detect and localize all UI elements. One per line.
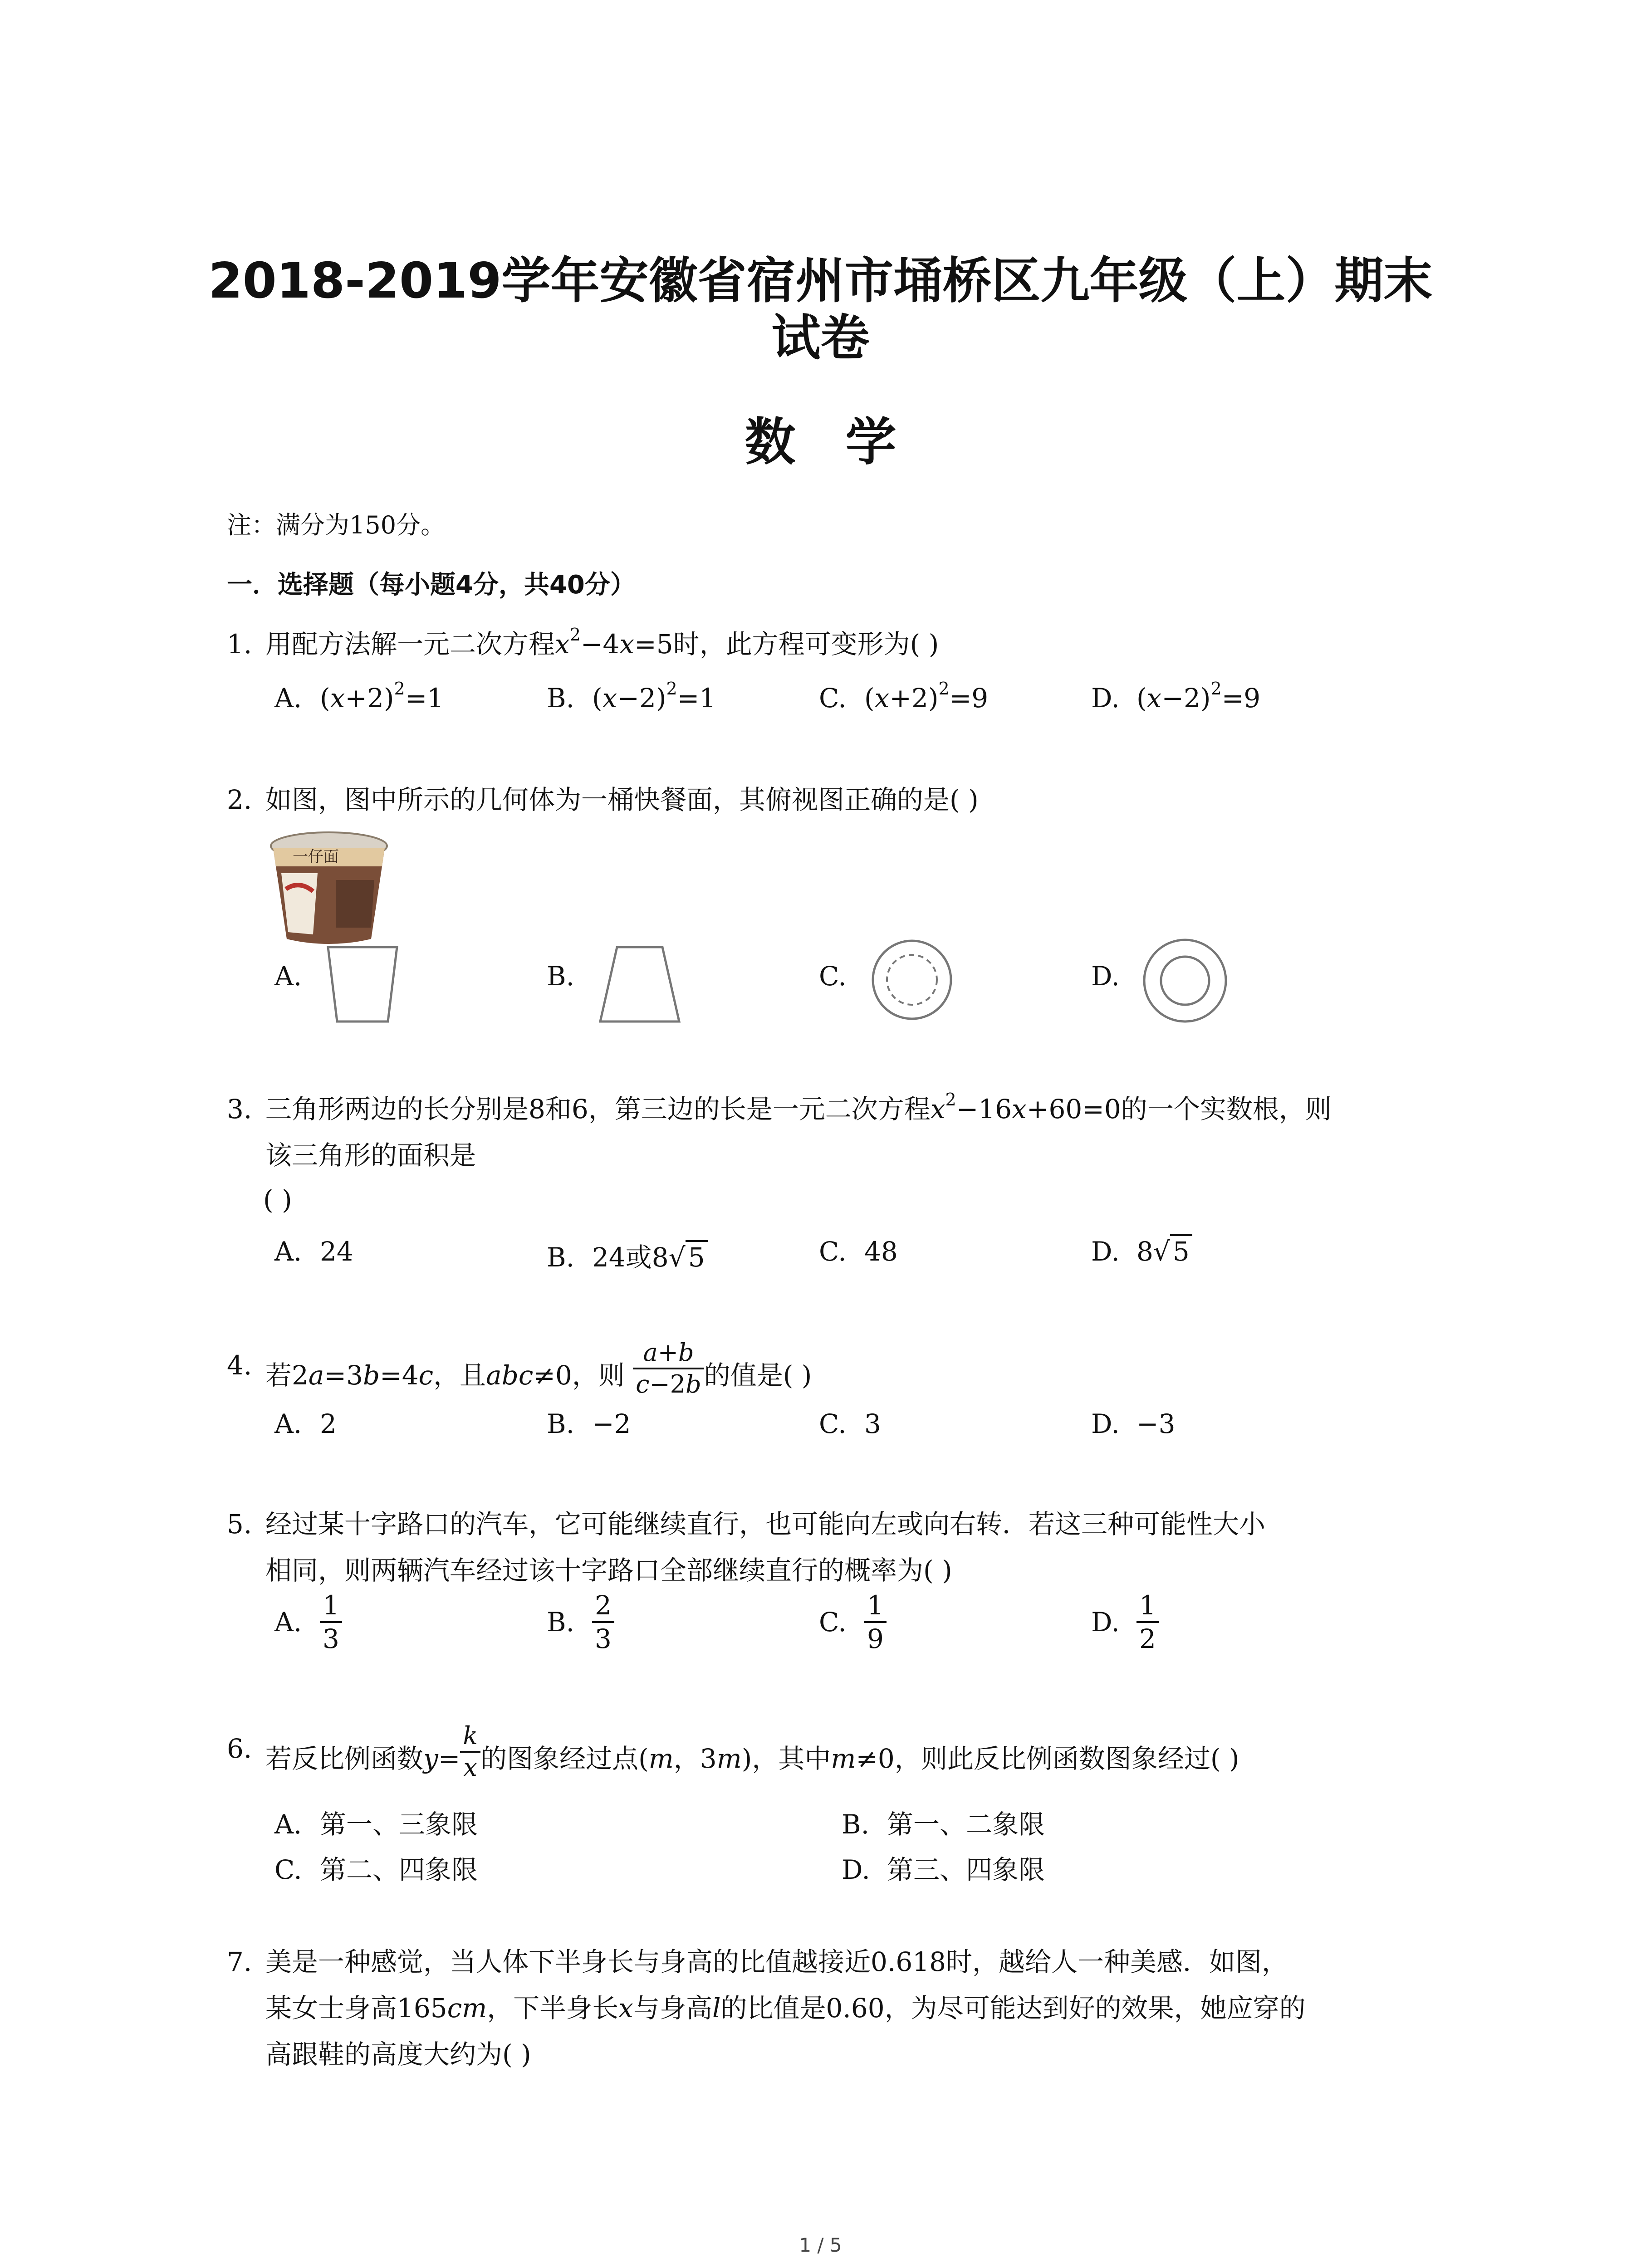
option-6c: C. 第二、四象限 xyxy=(274,1854,478,1885)
option-5a: A. $\frac{1}{3}$ xyxy=(274,1592,342,1652)
option-2b-trapezoid-upright xyxy=(597,943,683,1025)
question-stem-line2: 某女士身高165cm，下半身长x与身高l的比值是0.60，为尽可能达到好的效果，她应穿的 xyxy=(265,1993,1306,2024)
question-3 xyxy=(227,1090,1452,1215)
option-6d: D. 第三、四象限 xyxy=(842,1854,1045,1885)
question-stem: 如图，图中所示的几何体为一桶快餐面，其俯视图正确的是( ) xyxy=(265,784,979,815)
page-number: 1 / 5 xyxy=(799,2234,842,2256)
sqrt-symbol: √ 5 xyxy=(669,1242,708,1273)
question-2 xyxy=(227,784,1452,820)
option-6a: A. 第一、三象限 xyxy=(274,1809,478,1840)
option-3c: C. 48 xyxy=(819,1236,898,1267)
exam-title-line1: 2018-2019学年安徽省宿州市埇桥区九年级（上）期末 xyxy=(208,253,1433,309)
question-stem-line2: 相同，则两辆汽车经过该十字路口全部继续直行的概率为( ) xyxy=(265,1555,952,1586)
noodle-cup-image xyxy=(268,830,390,948)
option-1a: A. $(x+2)^2=1$ xyxy=(274,679,444,714)
option-2a: A. xyxy=(274,961,302,992)
subject-title: 数学 xyxy=(745,413,946,472)
option-4b: B. −2 xyxy=(547,1408,631,1439)
option-2c-circle-dashed xyxy=(869,937,955,1023)
option-3b: B. 24或8√ 5 xyxy=(547,1236,708,1274)
question-stem-line1: 经过某十字路口的汽车，它可能继续直行，也可能向左或向右转．若这三种可能性大小 xyxy=(265,1509,1266,1540)
question-number: 5. xyxy=(227,1509,252,1540)
question-number: 6. xyxy=(227,1733,252,1764)
question-stem: 用配方法解一元二次方程$x^2-4x=5$时，此方程可变形为( ) xyxy=(265,625,939,660)
option-5c: C. $\frac{1}{9}$ xyxy=(819,1592,887,1652)
option-4c: C. 3 xyxy=(819,1408,881,1439)
question-stem-line1: 美是一种感觉，当人体下半身长与身高的比值越接近0.618时，越给人一种美感．如图， xyxy=(265,1946,1288,1977)
option-3d: D. 8√ 5 xyxy=(1091,1236,1192,1267)
option-1b: B. $(x-2)^2=1$ xyxy=(547,679,716,714)
question-4 xyxy=(227,1338,1452,1397)
option-4a: A. 2 xyxy=(274,1408,337,1439)
question-stem: 若反比例函数y= $\frac{k}{x}$ 的图象经过点(m，3m)，其中m≠0，则此反比例函数图象经过( ) xyxy=(265,1721,1239,1782)
option-2b: B. xyxy=(547,961,575,992)
exam-title-line2: 试卷 xyxy=(771,310,870,367)
question-number: 3. xyxy=(227,1094,252,1124)
question-5 xyxy=(227,1508,1452,1585)
option-5b: B. $\frac{2}{3}$ xyxy=(547,1592,614,1652)
option-4d: D. −3 xyxy=(1091,1408,1176,1439)
question-number: 1. xyxy=(227,629,252,660)
question-7 xyxy=(227,1946,1497,2082)
option-3a: A. 24 xyxy=(274,1236,353,1267)
question-stem-line3: 高跟鞋的高度大约为( ) xyxy=(265,2039,531,2070)
fraction: $\frac{k}{x}$ xyxy=(460,1724,480,1780)
option-2d-concentric-circles xyxy=(1141,937,1230,1025)
score-note: 注：满分为150分。 xyxy=(227,511,446,539)
fraction: $\frac{a+b}{c-2b}$ xyxy=(633,1340,704,1397)
question-6 xyxy=(227,1719,1497,1787)
question-stem-line1: 三角形两边的长分别是8和6，第三边的长是一元二次方程$x^2-16x+60=0$的一个实数根，则 xyxy=(265,1090,1332,1124)
question-stem: 若2a=3b=4c，且abc≠0，则 $\frac{a+b}{c-2b}$ 的值是( ) xyxy=(265,1338,812,1398)
section-heading: 一．选择题（每小题4分，共40分） xyxy=(227,570,636,600)
option-1d: D. $(x-2)^2=9$ xyxy=(1091,679,1261,714)
cup-label: 一仔面 xyxy=(293,848,339,866)
question-number: 7. xyxy=(227,1946,252,1977)
option-1c: C. $(x+2)^2=9$ xyxy=(819,679,989,714)
sqrt-symbol: √ 5 xyxy=(1153,1236,1192,1267)
option-5d: D. $\frac{1}{2}$ xyxy=(1091,1592,1159,1652)
question-stem-line2: 该三角形的面积是 xyxy=(265,1140,476,1171)
option-6b: B. 第一、二象限 xyxy=(842,1809,1045,1840)
answer-blank: ( ) xyxy=(263,1184,292,1215)
option-2d: D. xyxy=(1091,961,1120,992)
question-number: 4. xyxy=(227,1350,252,1381)
option-2c: C. xyxy=(819,961,847,992)
question-number: 2. xyxy=(227,784,252,815)
option-2a-trapezoid-inverted xyxy=(324,943,402,1025)
